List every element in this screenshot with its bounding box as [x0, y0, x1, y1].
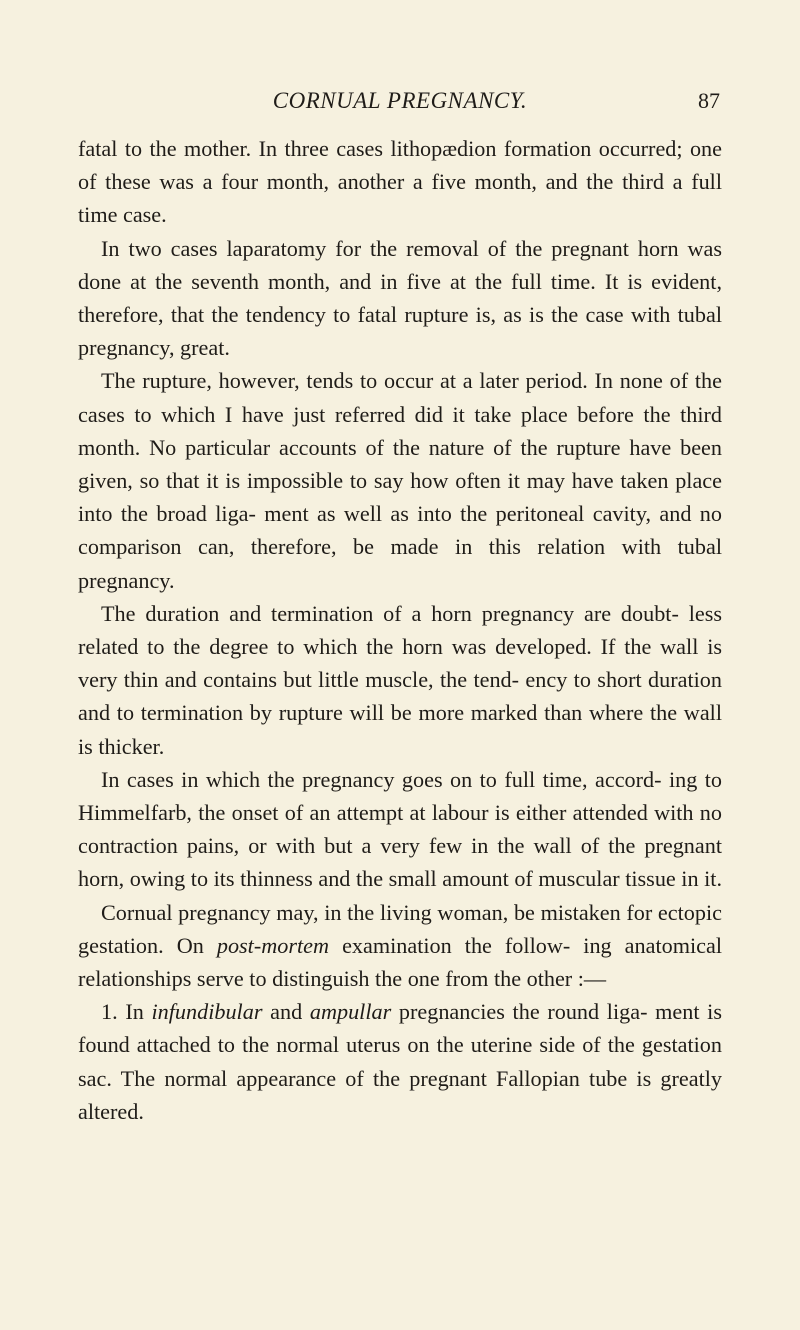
paragraph: [78, 132, 722, 232]
italic-term: post-mortem: [216, 932, 330, 958]
text-segment: In cases in which the pregnancy goes on to full time, accord- ing to Himmelfarb, the onset of an attempt at labour is either attended with no contraction pains, or with but a very few in the wall of the pregnant horn, owing to its thinness and the small amount of muscular tissue in it.: [78, 766, 722, 892]
text-segment: Cornual pregnancy may, in the living woman, be mistaken for ectopic gestation. On: [78, 899, 722, 958]
running-head: [76, 82, 724, 114]
text-segment: fatal to the mother. In three cases lithopædion formation occurred; one of these was a four month, another a five month, and the third a full time case.: [78, 136, 722, 228]
text-segment: The duration and termination of a horn pregnancy are doubt- less related to the degree to which the horn was developed. If the wall is very thin and contains but little muscle, the tend- ency to short duration and to termination by rupture will be more marked than where the wall is thicker.: [78, 600, 722, 759]
paragraph: [78, 597, 722, 763]
text-segment: and: [262, 999, 310, 1025]
body-text: [78, 132, 722, 1128]
paragraph: [78, 763, 722, 896]
text-segment: The rupture, however, tends to occur at a later period. In none of the cases to which I have just referred did it take place before the third month. No particular accounts of the nature of the rupture have been given, so that it is impossible to say how often it may have taken place into the broad liga- ment as well as into the peritoneal cavity, and no comparison can, therefore, be made in this relation with tubal pregnancy.: [78, 368, 722, 593]
text-segment: In two cases laparatomy for the removal of the pregnant horn was done at the seventh month, and in five at the full time. It is evident, therefore, that the tendency to fatal rupture is, as is the case with tubal pregnancy, great.: [78, 235, 722, 361]
page-number: 87: [698, 88, 720, 113]
text-segment: examination the follow- ing anatomical relationships serve to distinguish the one from the other :—: [78, 932, 722, 992]
text-segment: pregnancies the round liga- ment is found attached to the normal uterus on the uterine side of the gestation sac. The normal appearance of the pregnant Fallopian tube is greatly altered.: [78, 999, 722, 1124]
italic-term: ampullar: [309, 999, 392, 1025]
running-title: CORNUAL PREGNANCY.: [272, 88, 528, 113]
text-segment: 1. In: [101, 999, 152, 1025]
paragraph: [78, 995, 722, 1128]
italic-term: infundibular: [151, 999, 263, 1025]
paragraph: [78, 364, 722, 596]
paragraph: [78, 896, 722, 996]
paragraph: [78, 232, 722, 365]
